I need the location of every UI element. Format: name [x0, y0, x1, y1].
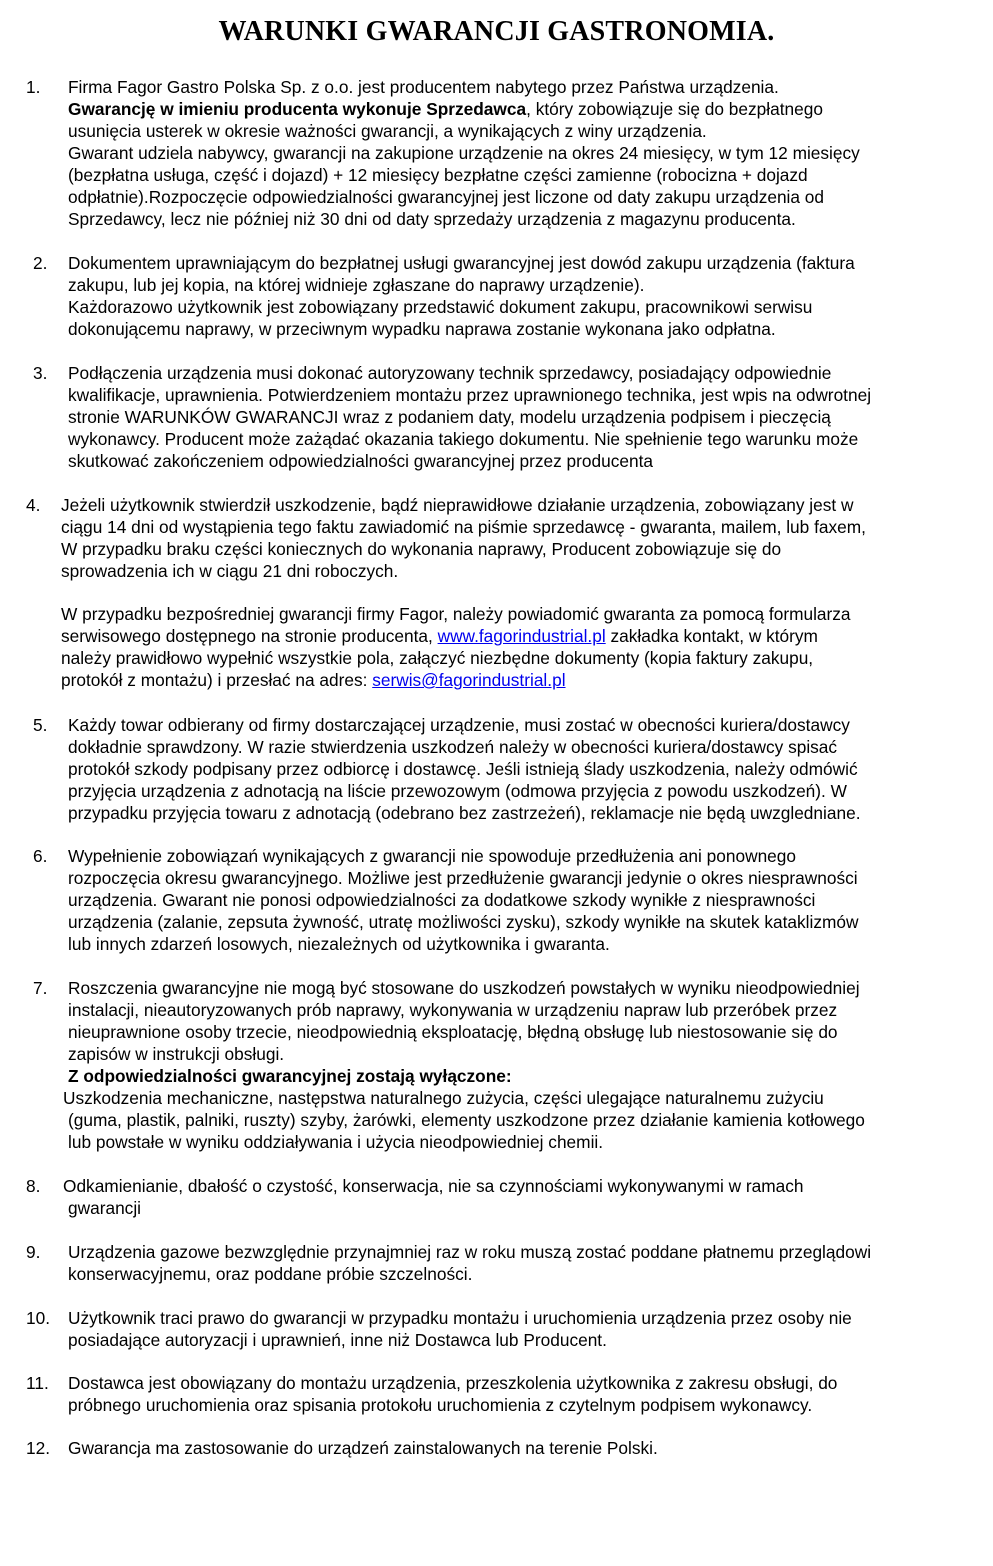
item-10: [68, 1307, 968, 1351]
item-8-line: Odkamienianie, dbałość o czystość, konserwacja, nie sa czynnościami wykonywanymi w ramach: [63, 1176, 804, 1196]
document-title: WARUNKI GWARANCJI GASTRONOMIA.: [218, 16, 775, 47]
item-2-line: zakupu, lub jej kopia, na której widnieje zgłaszane do naprawy urządzenie).: [68, 275, 645, 295]
item-5-line: dokładnie sprawdzony. W razie stwierdzenia uszkodzeń należy w obecności kuriera/dostawcy spisać: [68, 737, 838, 757]
item-number-3: 3.: [33, 363, 48, 383]
item-11-line: próbnego uruchomienia oraz spisania protokołu uruchomienia z czytelnym podpisem wykonawcy.: [68, 1395, 813, 1415]
item-4-line: W przypadku bezpośredniej gwarancji firmy Fagor, należy powiadomić gwaranta za pomocą formularza: [61, 604, 851, 624]
item-2-line: dokonującemu naprawy, w przeciwnym wypadku naprawa zostanie wykonana jako odpłatna.: [68, 319, 776, 339]
item-4-link-suffix: zakładka kontakt, w którym: [605, 626, 818, 646]
item-1-line: Sprzedawcy, lecz nie później niż 30 dni od daty sprzedaży urządzenia z magazynu producenta.: [68, 209, 796, 229]
item-9: [68, 1241, 968, 1285]
item-7-line: (guma, plastik, palniki, ruszty) szyby, żarówki, elementy uszkodzone przez działanie kamienia kotłowego: [68, 1110, 865, 1130]
item-5-line: przyjęcia urządzenia z adnotacją na liście przewozowym (odmowa przyjęcia z powodu uszkodzeń). W: [68, 781, 847, 801]
item-3-line: Podłączenia urządzenia musi dokonać autoryzowany technik sprzedawcy, posiadający odpowiednie: [68, 363, 832, 383]
item-6-line: urządzenia. Gwarant nie ponosi odpowiedzialności za dodatkowe szkody wynikłe z niesprawności: [68, 890, 816, 910]
item-5-line: przypadku przyjęcia towaru z adnotacją (odebrano bez zastrzeżeń), reklamacje nie będą uwzgledniane.: [68, 803, 861, 823]
item-3-line: stronie WARUNKÓW GWARANCJI wraz z podaniem daty, modelu urządzenia podpisem i pieczęcią: [68, 407, 831, 427]
item-4-line: sprowadzenia ich w ciągu 21 dni roboczych.: [61, 561, 399, 581]
item-number-9: 9.: [26, 1242, 41, 1262]
item-2: [68, 252, 968, 340]
item-8-line: gwarancji: [68, 1198, 141, 1218]
item-4-email-prefix: protokół z montażu) i przesłać na adres:: [61, 670, 373, 690]
item-6-line: rozpoczęcia okresu gwarancyjnego. Możliwe jest przedłużenie gwarancji jedynie o okres niesprawności: [68, 868, 858, 888]
item-number-1: 1.: [26, 77, 41, 97]
item-4-line: [61, 669, 961, 691]
item-1-line: odpłatnie).Rozpoczęcie odpowiedzialności gwarancyjnej jest liczone od daty zakupu urządzenia od: [68, 187, 825, 207]
item-7: [68, 977, 968, 1087]
item-number-12: 12.: [26, 1438, 51, 1458]
item-6-line: lub innych zdarzeń losowych, niezależnych od użytkownika i gwaranta.: [68, 934, 610, 954]
item-1-line: [68, 98, 968, 120]
item-1-bold-lead: Gwarancję w imieniu producenta wykonuje Sprzedawca: [68, 99, 527, 119]
item-10-line: Użytkownik traci prawo do gwarancji w przypadku montażu i uruchomienia urządzenia przez osoby nie: [68, 1308, 852, 1328]
item-3-line: wykonawcy. Producent może zażądać okazania takiego dokumentu. Nie spełnienie tego warunku może: [68, 429, 859, 449]
item-3-line: skutkować zakończeniem odpowiedzialności gwarancyjnej przez producenta: [68, 451, 653, 471]
item-3: [68, 362, 968, 472]
item-10-line: posiadające autoryzacji i uprawnień, inne niż Dostawca lub Producent.: [68, 1330, 607, 1350]
item-number-11: 11.: [26, 1373, 49, 1393]
item-2-line: Dokumentem uprawniającym do bezpłatnej usługi gwarancyjnej jest dowód zakupu urządzenia (faktura: [68, 253, 855, 273]
item-4-link-prefix: serwisowego dostępnego na stronie producenta,: [61, 626, 438, 646]
item-7-line: instalacji, nieautoryzowanych prób naprawy, wykonywania w urządzeniu napraw lub przeróbek przez: [68, 1000, 838, 1020]
item-4-line: ciągu 14 dni od wystąpienia tego faktu zawiadomić na piśmie sprzedawcę - gwaranta, mailem, lub faxem,: [61, 517, 866, 537]
item-number-2: 2.: [33, 253, 48, 273]
item-number-4: 4.: [26, 495, 41, 515]
item-1-line: (bezpłatna usługa, część i dojazd) + 12 miesięcy bezpłatne części zamienne (robocizna + dojazd: [68, 165, 808, 185]
item-11-line: Dostawca jest obowiązany do montażu urządzenia, przeszkolenia użytkownika z zakresu obsługi, do: [68, 1373, 838, 1393]
item-12-line: Gwarancja ma zastosowanie do urządzeń zainstalowanych na terenie Polski.: [68, 1438, 658, 1458]
item-12: [68, 1437, 968, 1459]
item-7-line: Uszkodzenia mechaniczne, następstwa naturalnego zużycia, części ulegające naturalnemu zużyciu: [63, 1088, 824, 1108]
item-4-line: W przypadku braku części koniecznych do wykonania naprawy, Producent zobowiązuje się do: [61, 539, 782, 559]
item-7-line: lub powstałe w wyniku oddziaływania i użycia nieodpowiedniej chemii.: [68, 1132, 604, 1152]
item-3-line: kwalifikacje, uprawnienia. Potwierdzeniem montażu przez uprawnionego technika, jest wpis na odwrotnej: [68, 385, 872, 405]
item-4-line: należy prawidłowo wypełnić wszystkie pola, załączyć niezbędne dokumenty (kopia faktury zakupu,: [61, 648, 814, 668]
item-number-5: 5.: [33, 715, 48, 735]
item-7-line: Roszczenia gwarancyjne nie mogą być stosowane do uszkodzeń powstałych w wyniku nieodpowiedniej: [68, 978, 860, 998]
item-2-line: Każdorazowo użytkownik jest zobowiązany przedstawić dokument zakupu, pracownikowi serwisu: [68, 297, 813, 317]
item-7-line: zapisów w instrukcji obsługi.: [68, 1044, 285, 1064]
item-number-7: 7.: [33, 978, 48, 998]
item-8: [63, 1175, 963, 1219]
item-number-6: 6.: [33, 846, 48, 866]
item-4-line: Jeżeli użytkownik stwierdził uszkodzenie, bądź nieprawidłowe działanie urządzenia, zobowiązany jest w: [61, 495, 854, 515]
item-6-line: urządzenia (zalanie, zepsuta żywność, utratę możliwości zysku), szkody wynikłe na skutek kataklizmów: [68, 912, 859, 932]
item-9-line: Urządzenia gazowe bezwzględnie przynajmniej raz w roku muszą zostać poddane płatnemu przeglądowi: [68, 1242, 872, 1262]
website-link[interactable]: www.fagorindustrial.pl: [437, 626, 606, 646]
item-6: [68, 845, 968, 955]
item-6-line: Wypełnienie zobowiązań wynikających z gwarancji nie spowoduje przedłużenia ani ponownego: [68, 846, 797, 866]
item-7-exclusions-heading: Z odpowiedzialności gwarancyjnej zostają wyłączone:: [68, 1066, 512, 1086]
item-7-line: nieuprawnione osoby trzecie, nieodpowiednią eksploatację, błędną obsługę lub niestosowanie się do: [68, 1022, 838, 1042]
item-1-line: usunięcia usterek w okresie ważności gwarancji, a wynikających z winy urządzenia.: [68, 121, 707, 141]
item-1: [68, 76, 968, 230]
item-1-line: Gwarant udziela nabywcy, gwarancji na zakupione urządzenie na okres 24 miesięcy, w tym 12 miesięcy: [68, 143, 860, 163]
item-number-10: 10.: [26, 1308, 51, 1328]
email-link[interactable]: serwis@fagorindustrial.pl: [372, 670, 566, 690]
item-1-bold-tail: , który zobowiązuje się do bezpłatnego: [526, 99, 823, 119]
item-number-8: 8.: [26, 1176, 41, 1196]
item-9-line: konserwacyjnemu, oraz poddane próbie szczelności.: [68, 1264, 473, 1284]
item-4-line: [61, 625, 961, 647]
item-1-line: Firma Fagor Gastro Polska Sp. z o.o. jest producentem nabytego przez Państwa urządzenia.: [68, 77, 779, 97]
item-5: [68, 714, 968, 824]
item-5-line: Każdy towar odbierany od firmy dostarczającej urządzenie, musi zostać w obecności kuriera/dostawcy: [68, 715, 850, 735]
item-4: [61, 494, 961, 582]
item-5-line: protokół szkody podpisany przez odbiorcę i dostawcę. Jeśli istnieją ślady uszkodzenia, należy odmówić: [68, 759, 858, 779]
item-7-exclusions: [63, 1087, 963, 1153]
item-11: [68, 1372, 968, 1416]
item-4-paragraph-2: [61, 603, 961, 691]
